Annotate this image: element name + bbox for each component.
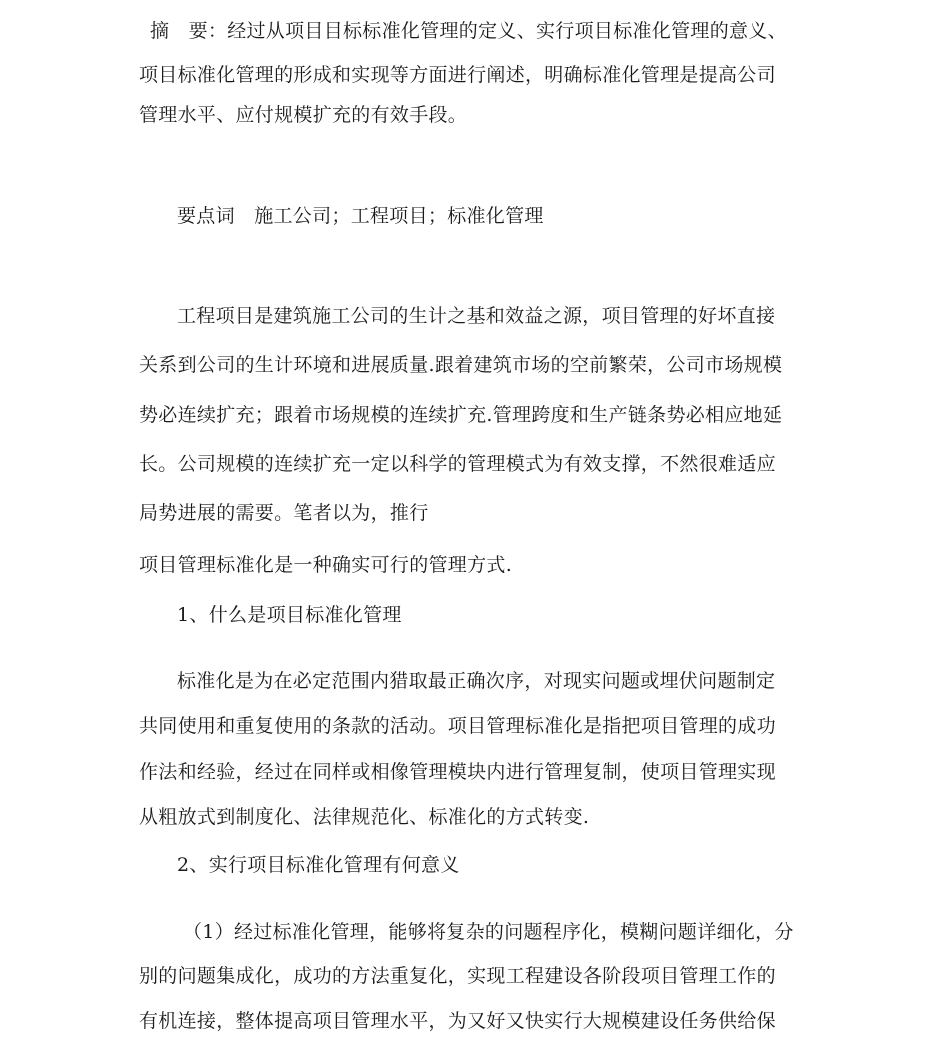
- section1-line-3: 作法和经验，经过在同样或相像管理模块内进行管理复制，使项目管理实现: [139, 761, 776, 783]
- section2-line-2: 别的问题集成化，成功的方法重复化，实现工程建设各阶段项目管理工作的: [139, 965, 776, 987]
- abstract-line-1: 摘 要：经过从项目目标标准化管理的定义、实行项目标准化管理的意义、: [150, 20, 787, 42]
- section2-line-1: （1）经过标准化管理，能够将复杂的问题程序化，模糊问题详细化，分: [183, 921, 794, 943]
- section1-line-2: 共同使用和重复使用的条款的活动。项目管理标准化是指把项目管理的成功: [139, 715, 776, 737]
- intro-line-5: 局势进展的需要。笔者以为，推行: [139, 502, 429, 524]
- abstract-line-3: 管理水平、应付规模扩充的有效手段。: [139, 104, 468, 126]
- keywords-line: 要点词 施工公司；工程项目；标准化管理: [177, 205, 544, 227]
- intro-line-3: 势必连续扩充；跟着市场规模的连续扩充.管理跨度和生产链条势必相应地延: [139, 404, 783, 426]
- section1-heading: 1、什么是项目标准化管理: [177, 604, 402, 626]
- section1-line-4: 从粗放式到制度化、法律规范化、标准化的方式转变.: [139, 806, 590, 828]
- intro-line-1: 工程项目是建筑施工公司的生计之基和效益之源，项目管理的好坏直接: [177, 305, 776, 327]
- intro-line-4: 长。公司规模的连续扩充一定以科学的管理模式为有效支撑，不然很难适应: [139, 453, 776, 475]
- section2-line-3: 有机连接，整体提高项目管理水平，为又好又快实行大规模建设任务供给保: [139, 1010, 776, 1032]
- abstract-line-2: 项目标准化管理的形成和实现等方面进行阐述，明确标准化管理是提高公司: [139, 64, 776, 86]
- intro-line-2: 关系到公司的生计环境和进展质量.跟着建筑市场的空前繁荣，公司市场规模: [139, 354, 783, 376]
- section2-heading: 2、实行项目标准化管理有何意义: [177, 854, 460, 876]
- intro-line-6: 项目管理标准化是一种确实可行的管理方式.: [139, 554, 513, 576]
- section1-line-1: 标准化是为在必定范围内猎取最正确次序，对现实问题或埋伏问题制定: [177, 670, 776, 692]
